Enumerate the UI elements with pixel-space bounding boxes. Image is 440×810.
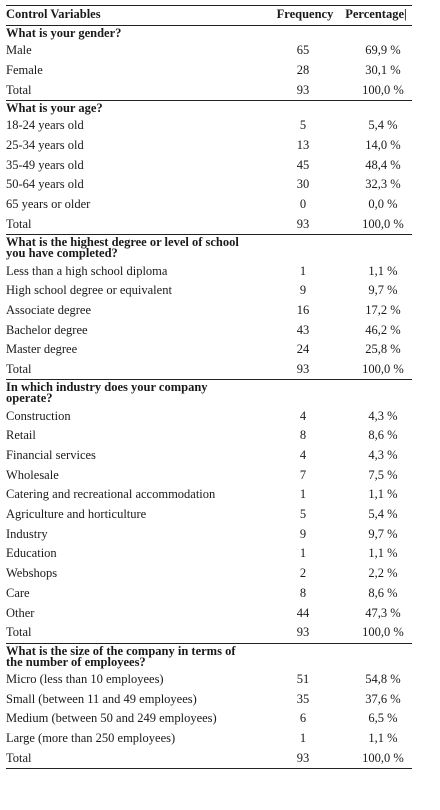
row-label: Micro (less than 10 employees)	[6, 671, 164, 686]
table-row	[6, 155, 412, 175]
row-percentage: 100,0 %	[340, 748, 412, 768]
section-spacer	[340, 26, 412, 42]
row-label: Education	[6, 546, 57, 561]
row-frequency: 45	[296, 157, 310, 172]
row-percentage: 48,4 %	[365, 157, 401, 172]
table-row	[6, 465, 412, 485]
section-spacer	[270, 643, 340, 670]
table-row	[6, 524, 412, 544]
row-label: Financial services	[6, 448, 96, 463]
row-label: Total	[6, 623, 270, 643]
row-percentage: 14,0 %	[365, 138, 401, 153]
table-total-row	[6, 215, 412, 235]
row-percentage: 32,3 %	[365, 177, 401, 192]
row-frequency: 0	[299, 197, 307, 212]
row-percentage: 8,6 %	[368, 428, 398, 443]
row-percentage: 0,0 %	[368, 197, 398, 212]
table-row	[6, 709, 412, 729]
table-row	[6, 301, 412, 321]
row-percentage: 5,4 %	[368, 507, 398, 522]
table-row	[6, 175, 412, 195]
section-question: What is your age?	[6, 101, 103, 116]
table-total-row	[6, 80, 412, 100]
header-row	[6, 6, 412, 26]
row-percentage: 46,2 %	[365, 322, 401, 337]
row-label: Associate degree	[6, 302, 92, 317]
row-label: High school degree or equivalent	[6, 283, 172, 298]
row-percentage: 1,1 %	[368, 546, 398, 561]
row-frequency: 35	[296, 691, 310, 706]
row-frequency: 93	[270, 623, 340, 643]
section-question: What is the size of the company in terms of the number of employees?	[6, 643, 236, 669]
row-frequency: 43	[296, 322, 310, 337]
row-frequency: 9	[299, 283, 307, 298]
section-question-row	[6, 26, 412, 42]
table-row	[6, 281, 412, 301]
row-label: Small (between 11 and 49 employees)	[6, 691, 197, 706]
row-frequency: 93	[270, 748, 340, 768]
row-frequency: 93	[270, 360, 340, 380]
table-row	[6, 261, 412, 281]
table-total-row	[6, 748, 412, 768]
table-row	[6, 505, 412, 525]
row-percentage: 1,1 %	[368, 487, 398, 502]
row-percentage: 100,0 %	[340, 80, 412, 100]
table-row	[6, 564, 412, 584]
header-percentage: Percentage|	[340, 6, 412, 26]
table-row	[6, 61, 412, 81]
row-label: Less than a high school diploma	[6, 263, 168, 278]
row-percentage: 9,7 %	[368, 526, 398, 541]
table-row	[6, 603, 412, 623]
section-spacer	[270, 101, 340, 117]
table-row	[6, 426, 412, 446]
row-label: Construction	[6, 408, 71, 423]
row-label: Industry	[6, 526, 48, 541]
section-question: What is your gender?	[6, 26, 122, 40]
row-label: Agriculture and horticulture	[6, 507, 147, 522]
row-label: Master degree	[6, 342, 78, 357]
row-percentage: 69,9 %	[365, 43, 401, 58]
section-spacer	[340, 643, 412, 670]
row-label: Care	[6, 585, 30, 600]
row-frequency: 5	[299, 507, 307, 522]
table-row	[6, 340, 412, 360]
section-spacer	[340, 380, 412, 407]
row-label: 35-49 years old	[6, 157, 84, 172]
row-percentage: 47,3 %	[365, 605, 401, 620]
row-percentage: 5,4 %	[368, 118, 398, 133]
row-label: Webshops	[6, 566, 58, 581]
header-control-variables: Control Variables	[6, 6, 270, 26]
table-row	[6, 670, 412, 690]
section-spacer	[340, 235, 412, 262]
row-label: Retail	[6, 428, 36, 443]
row-frequency: 1	[299, 546, 307, 561]
row-frequency: 16	[296, 302, 310, 317]
table-row	[6, 485, 412, 505]
table-row	[6, 689, 412, 709]
table-body	[6, 26, 412, 769]
row-frequency: 5	[299, 118, 307, 133]
row-label: Bachelor degree	[6, 322, 88, 337]
row-label: Wholesale	[6, 467, 59, 482]
section-spacer	[270, 380, 340, 407]
table-row	[6, 406, 412, 426]
row-percentage: 1,1 %	[368, 730, 398, 745]
row-label: Total	[6, 215, 270, 235]
row-frequency: 13	[296, 138, 310, 153]
row-percentage: 100,0 %	[340, 215, 412, 235]
row-frequency: 6	[299, 711, 307, 726]
table-row	[6, 584, 412, 604]
section-question-row	[6, 101, 412, 117]
row-label: Large (more than 250 employees)	[6, 730, 176, 745]
row-percentage: 100,0 %	[340, 360, 412, 380]
row-frequency: 8	[299, 585, 307, 600]
row-percentage: 7,5 %	[368, 467, 398, 482]
row-label: Medium (between 50 and 249 employees)	[6, 711, 217, 726]
row-percentage: 54,8 %	[365, 671, 401, 686]
control-variables-table	[6, 5, 412, 769]
row-frequency: 7	[299, 467, 307, 482]
row-frequency: 1	[299, 730, 307, 745]
row-label: 25-34 years old	[6, 138, 84, 153]
row-frequency: 24	[296, 342, 310, 357]
row-percentage: 17,2 %	[365, 302, 401, 317]
row-frequency: 9	[299, 526, 307, 541]
table-row	[6, 729, 412, 749]
row-frequency: 93	[270, 80, 340, 100]
row-frequency: 65	[296, 43, 310, 58]
section-question: What is the highest degree or level of school you have completed?	[6, 235, 239, 261]
row-label: Total	[6, 360, 270, 380]
section-question: In which industry does your company operate?	[6, 380, 208, 406]
row-label: 50-64 years old	[6, 177, 84, 192]
row-label: Total	[6, 80, 270, 100]
row-frequency: 1	[299, 487, 307, 502]
row-percentage: 4,3 %	[368, 408, 398, 423]
table-row	[6, 320, 412, 340]
section-question-row	[6, 235, 412, 262]
row-percentage: 2,2 %	[368, 566, 398, 581]
table-row	[6, 116, 412, 136]
row-percentage: 1,1 %	[368, 263, 398, 278]
section-question-row	[6, 380, 412, 407]
row-percentage: 6,5 %	[368, 711, 398, 726]
table-row	[6, 195, 412, 215]
row-label: 65 years or older	[6, 197, 91, 212]
section-question-row	[6, 643, 412, 670]
table-row	[6, 446, 412, 466]
row-frequency: 4	[299, 408, 307, 423]
row-frequency: 30	[296, 177, 310, 192]
row-frequency: 4	[299, 448, 307, 463]
table-row	[6, 41, 412, 61]
row-frequency: 2	[299, 566, 307, 581]
section-spacer	[340, 101, 412, 117]
row-percentage: 4,3 %	[368, 448, 398, 463]
row-label: Male	[6, 43, 32, 58]
table-row	[6, 136, 412, 156]
row-label: Catering and recreational accommodation	[6, 487, 216, 502]
row-label: Other	[6, 605, 35, 620]
row-frequency: 44	[296, 605, 310, 620]
section-spacer	[270, 26, 340, 42]
row-percentage: 9,7 %	[368, 283, 398, 298]
section-spacer	[270, 235, 340, 262]
row-frequency: 1	[299, 263, 307, 278]
table-row	[6, 544, 412, 564]
row-frequency: 93	[270, 215, 340, 235]
table-total-row	[6, 623, 412, 643]
row-frequency: 51	[296, 671, 310, 686]
row-percentage: 25,8 %	[365, 342, 401, 357]
row-percentage: 8,6 %	[368, 585, 398, 600]
row-percentage: 37,6 %	[365, 691, 401, 706]
row-percentage: 30,1 %	[365, 63, 401, 78]
row-label: Female	[6, 63, 43, 78]
header-frequency: Frequency	[270, 6, 340, 26]
row-label: Total	[6, 748, 270, 768]
row-label: 18-24 years old	[6, 118, 84, 133]
row-percentage: 100,0 %	[340, 623, 412, 643]
row-frequency: 28	[296, 63, 310, 78]
table-total-row	[6, 360, 412, 380]
row-frequency: 8	[299, 428, 307, 443]
